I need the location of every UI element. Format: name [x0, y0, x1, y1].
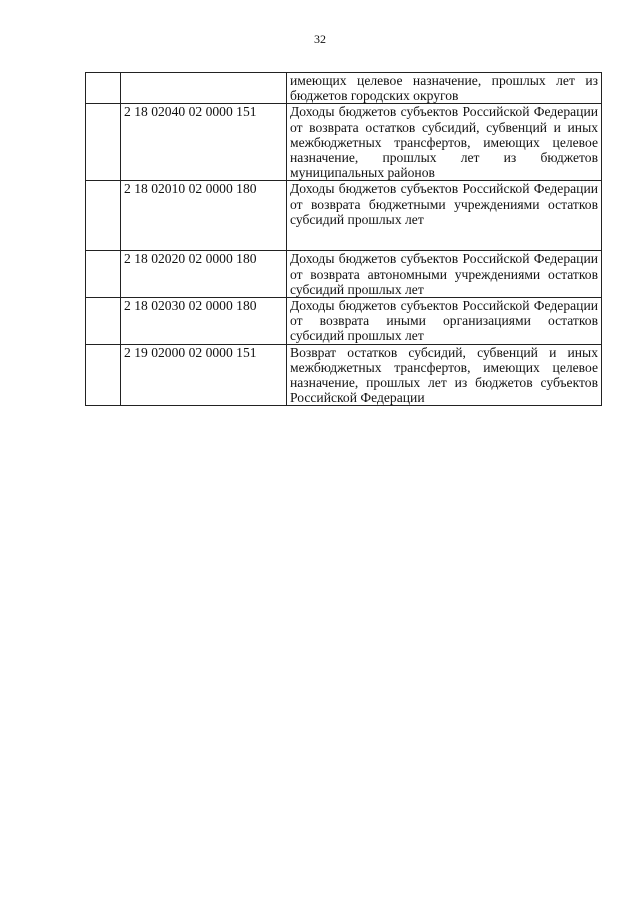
table-row — [86, 251, 602, 298]
description-cell: Доходы бюджетов субъектов Российской Федерации от возврата автономными учреждениями остатков субсидий прошлых лет — [287, 251, 602, 298]
admin-code-cell — [86, 73, 121, 104]
budget-code-cell: 2 18 02030 02 0000 180 — [121, 298, 287, 345]
admin-code-cell — [86, 251, 121, 298]
budget-code-cell — [121, 73, 287, 104]
table-row — [86, 73, 602, 104]
description-cell: имеющих целевое назначение, прошлых лет из бюджетов городских округов — [287, 73, 602, 104]
description-cell: Доходы бюджетов субъектов Российской Федерации от возврата иными организациями остатков субсидий прошлых лет — [287, 298, 602, 345]
table-row — [86, 104, 602, 181]
budget-code-cell: 2 18 02020 02 0000 180 — [121, 251, 287, 298]
description-cell: Возврат остатков субсидий, субвенций и иных межбюджетных трансфертов, имеющих целевое назначение, прошлых лет из бюджетов субъектов Российской Федерации — [287, 344, 602, 406]
admin-code-cell — [86, 298, 121, 345]
description-cell: Доходы бюджетов субъектов Российской Федерации от возврата остатков субсидий, субвенций и иных межбюджетных трансфертов, имеющих целевое назначение, прошлых лет из бюджетов муниципальных районов — [287, 104, 602, 181]
table-row — [86, 298, 602, 345]
budget-classification-table — [85, 72, 602, 406]
admin-code-cell — [86, 344, 121, 406]
table-row — [86, 344, 602, 406]
budget-code-cell: 2 19 02000 02 0000 151 — [121, 344, 287, 406]
budget-code-cell: 2 18 02010 02 0000 180 — [121, 181, 287, 251]
budget-code-cell: 2 18 02040 02 0000 151 — [121, 104, 287, 181]
admin-code-cell — [86, 104, 121, 181]
page-number: 32 — [314, 32, 326, 46]
table-row — [86, 181, 602, 251]
admin-code-cell — [86, 181, 121, 251]
description-cell: Доходы бюджетов субъектов Российской Федерации от возврата бюджетными учреждениями остатков субсидий прошлых лет — [287, 181, 602, 251]
